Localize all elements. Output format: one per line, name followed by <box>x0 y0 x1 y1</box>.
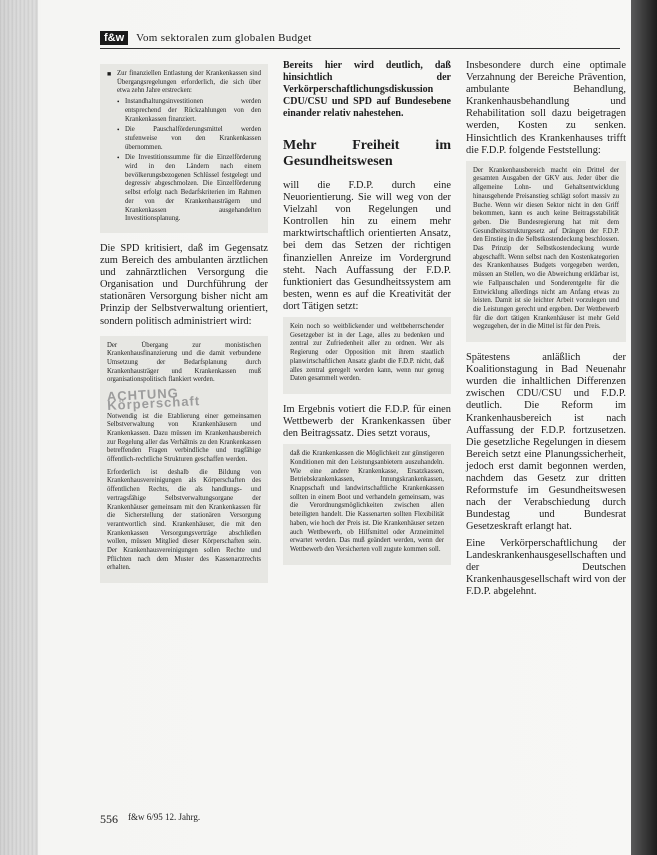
page-stack-edge <box>0 0 38 855</box>
sidebar-box-1 <box>100 64 268 233</box>
quote-text: Notwendig ist die Etablierung einer gemeinsamen Selbstverwaltung von Krankenhäusern und Krankenkassen. Dazu müssen im Krankenhausbereich zur Regelung aller das Verhältnis zu den Krankenkassen betreffenden Fragen verbindliche und tragfähige öffentlich-rechtliche Strukturen geschaffen werden. <box>107 412 261 464</box>
sub-bullet: • Instandhaltungsinvestitionen werden entsprechend der Rückzahlungen von den Krankenkassen finanziert. <box>117 98 261 124</box>
lead-text: Bereits hier wird deutlich, daß hinsichtlich der Verkörperschaftlichungsdiskussion CDU/CSU und SPD auf Bundesebene einander relativ nahestehen. <box>283 60 451 119</box>
quote-text: daß die Krankenkassen die Möglichkeit zur günstigeren Konditionen mit den Leistungsanbietern auszuhandeln. Wie eine andere Krankenkasse, Ersatzkassen, Betriebskrankenkassen, Innungskrankenkassen, Knappschaft und landwirtschaftliche Krankenkassen sollten in einem Boot und verhandeln gemeinsam, was die Verordnungsmöglichkeiten zwischen allen beteiligten handelt. Die Kassenarten sollten Flexibilität haben, wie hoch der Preis ist. Die Krankenhäuser setzen auch Wettbewerb, ob Hilfsmittel oder Arzneimittel erwartet werden. Das muß geändert werden, wenn der Wettbewerb den Versicherten voll zugute kommen soll. <box>290 450 444 553</box>
section-heading: Mehr Freiheit im Gesundheitswesen <box>283 138 451 169</box>
quote-box-4 <box>466 161 626 342</box>
running-title: Vom sektoralen zum globalen Budget <box>136 32 312 44</box>
quote-text: Der Krankenhausbereich macht ein Drittel der gesamten Ausgaben der GKV aus. Jeder über die allgemeine Lohn- und Gehaltsentwicklung hinausgehende Preisanstieg schlägt sofort massiv zu Buche. Wenn wir diesen Sektor nicht in den Griff bekommen, kann es auch keine Beitragsstabilität geben. Die Bundesregierung hat mit dem Gesundheitsstrukturgesetz auf Drängen der F.D.P. den Einstieg in die Selbstkostendeckung beschlossen. Das Prinzip der Selbstkostendeckung wurde abgeschafft. Wenn selbst nach den Kostenkategorien des Krankenhauses Budgets vorgegeben werden, müssen an Stellen, wo die Abweichung erklärbar ist, wie Fallpauschalen und Sonderentgelte für die Entwicklung allerdings nicht am Anfang etwas zu leisten. Damit ist sie leichter Arbeit vorzulegen und die Leistungen gerecht und ergeben. Der Wettbewerb für die dort tätigen Krankenhäuser ist mehr Geld wegzugehen, der in die Mittel ist für den Preis. <box>473 166 619 331</box>
footer-source: f&w 6/95 12. Jahrg. <box>128 812 201 822</box>
page-number: 556 <box>100 812 118 826</box>
sub-bullet: • Die Pauschalförderungsmittel werden stufenweise von den Krankenkassen übernommen. <box>117 126 261 152</box>
body-paragraph: Spätestens anläßlich der Koalitionstagung in Bad Neuenahr wurden die inhaltlichen Differenzen zwischen CDU/CSU und F.D.P. deutlich. Die Reform im Krankenhausbereich ist nach Auffassung der F.D.P. fortzusetzen. Die gesetzliche Regelungen in diesem Bereich setzt eine Planungssicherheit, jedoch erst damit begonnen werden, nachdem das Gesetz zur dritten Reformstufe im Gesundheitswesen nach der Verabschiedung durch Bundestag und Bundesrat Gesetzeskraft erlangt hat. <box>466 352 626 533</box>
quote-box-3 <box>283 444 451 564</box>
body-paragraph: Eine Verkörperschaftlichung der Landeskrankenhausgesellschaften und der Deutschen Krankenhausgesellschaft wird von der F.D.P. abgelehnt. <box>466 537 626 597</box>
sub-bullet: • Die Investitionssumme für die Einzelförderung wird in den Ländern nach einem bevölkerungsbezogenen Schlüssel festgelegt und degressiv abgeschmolzen. Die Einzelförderung selbst erfolgt nach Bedarfskriterien im Rahmen der von der Krankenhausträgern und Krankenkassen ausgehandelten Investitionsplanung. <box>117 154 261 224</box>
page-footer <box>100 812 200 827</box>
running-header <box>100 28 620 49</box>
quote-text: Der Übergang zur monistischen Krankenhausfinanzierung und die damit verbundene Umsetzung der Bedarfsplanung durch Krankenhausträger und Krankenkassen muß organisationspolitisch flankiert werden. <box>107 341 261 384</box>
column-2 <box>283 60 451 575</box>
column-1 <box>100 60 268 593</box>
stamp-watermark: ACHTUNG Körperschaft <box>106 385 201 413</box>
body-paragraph: Die SPD kritisiert, daß im Gegensatz zum Bereich des ambulanten ärztlichen und zahnärztlichen Versorgung die Organisation und Durchführung der stationären Versorgung bisher nicht am Prinzip der Selbstverwaltung orientiert, sondern politisch administriert wird: <box>100 242 268 327</box>
quote-box-1 <box>100 336 268 584</box>
bullet-text: Zur finanziellen Entlastung der Krankenkassen sind Übergangsregelungen erforderlich, die sich über etwa zehn Jahre erstrecken: <box>117 70 261 95</box>
quote-text: Kein noch so weitblickender und weltbeherrschender Gesetzgeber ist in der Lage, alles zu bedenken und zentral zur Zufriedenheit aller zu ordnen. Wer als Regierung oder Opposition mit ihrem staatlich planwirtschaftlichen Ansatz glaubt die F.D.P. nicht, daß alles zentral geregelt werden kann, wenn nur genug Daten gesammelt werden. <box>290 323 444 383</box>
body-paragraph: Insbesondere durch eine optimale Verzahnung der Bereiche Prävention, ambulante Behandlung, Krankenhausbehandlung und Rehabilitation soll dazu beigetragen werden, Kosten zu senken. Hinsichtlich des Krankenhauses trifft die F.D.P. folgende Feststellung: <box>466 60 626 156</box>
quote-box-2 <box>283 317 451 394</box>
body-paragraph: will die F.D.P. durch eine Neuorientierung. Sie will weg von der Vielzahl von Regelungen und Kontrollen hin zu einem mehr marktwirtschaftlich orientierten Ansatz, bei dem das Setzen der richtigen finanziellen Anreize im Vordergrund steht. Nach Auffassung der F.D.P. funktioniert das Gesundheitssystem am besten, wenn es auf die Kreativität der dort Tätigen setzt: <box>283 180 451 312</box>
body-paragraph: Im Ergebnis votiert die F.D.P. für einen Wettbewerb der Krankenkassen über den Beitragssatz. Dies setzt voraus, <box>283 403 451 440</box>
bullet-item <box>107 70 261 224</box>
logo: f&w <box>100 31 128 45</box>
book-spine-shadow <box>631 0 657 855</box>
column-3 <box>466 60 626 602</box>
quote-text: Erforderlich ist deshalb die Bildung von Krankenhausvereinigungen als Körperschaften des öffentlichen Rechts, die als handlungs- und vertragsfähige Selbstverwaltungsorgane der Krankenhäuser gemeinsam mit den Krankenkassen für die Sicherstellung der stationären Versorgung verantwortlich sind. Krankenhäuser, die mit den Krankenkassen Versorgungsverträge abschließen wollen, müssen Mitglied dieser Körperschaften sein. Der Krankenhausvereinigungen sollen Rechte und Pflichten nach dem Muster des Kassenarztrechts erhalten. <box>107 468 261 572</box>
